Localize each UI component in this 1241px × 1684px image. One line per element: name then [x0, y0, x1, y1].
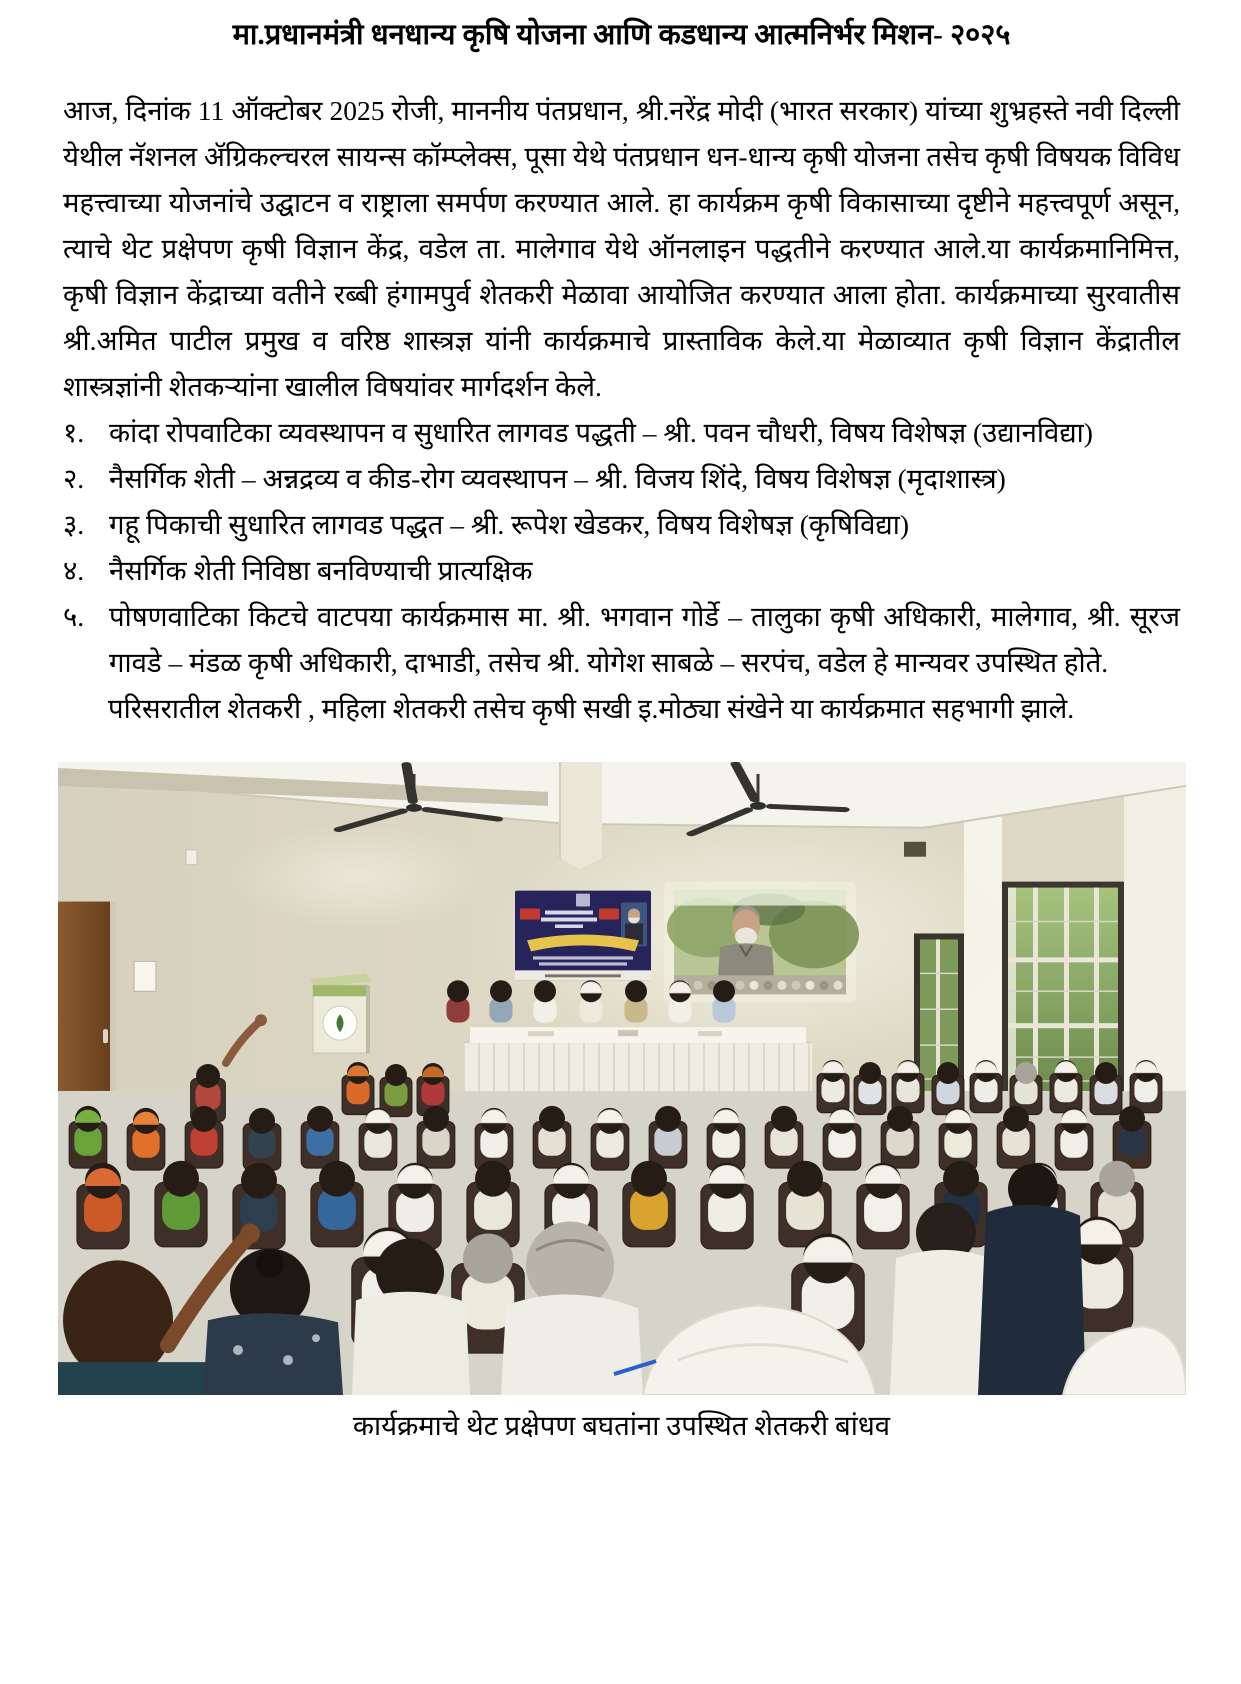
list-item-text: कांदा रोपवाटिका व्यवस्थापन व सुधारित लागवड पद्धती – श्री. पवन चौधरी, विषय विशेषज्ञ (उद्यानविद्या)	[109, 417, 1093, 448]
list-item-number: १.	[63, 417, 85, 448]
photo-caption: कार्यक्रमाचे थेट प्रक्षेपण बघतांना उपस्थित शेतकरी बांधव	[352, 1410, 891, 1441]
page-title: मा.प्रधानमंत्री धनधान्य कृषि योजना आणि कडधान्य आत्मनिर्भर मिशन- २०२५	[232, 19, 1011, 51]
list-item	[63, 410, 1180, 456]
head-table	[464, 1027, 812, 1099]
wall-switch	[186, 850, 197, 865]
closing-paragraph: परिसरातील शेतकरी , महिला शेतकरी तसेच कृषी सखी इ.मोठ्या संखेने या कार्यक्रमात सहभागी झाले.	[108, 693, 1075, 724]
list-item-text: गहू पिकाची सुधारित लागवड पद्धत – श्री. रूपेश खेडकर, विषय विशेषज्ञ (कृषिविद्या)	[109, 509, 910, 540]
list-item	[63, 594, 1180, 686]
list-item-text: पोषणवाटिका किटचे वाटपया कार्यक्रमास मा. श्री. भगवान गोर्डे – तालुका कृषी अधिकारी, मालेगाव, श्री. सूरज गावडे – मंडळ कृषी अधिकारी, दाभाडी, तसेच श्री. योगेश साबळे – सरपंच, वडेल हे मान्यवर उपस्थित होते.	[109, 601, 1180, 678]
list-item-number: ३.	[63, 509, 85, 540]
list-item-text: नैसर्गिक शेती निविष्ठा बनविण्याची प्रात्यक्षिक	[109, 555, 533, 586]
intro-paragraph: आज, दिनांक 11 ऑक्टोबर 2025 रोजी, माननीय पंतप्रधान, श्री.नरेंद्र मोदी (भारत सरकार) यांच्या शुभ्रहस्ते नवी दिल्ली येथील नॅशनल ॲग्रिकल्चरल सायन्स कॉम्प्लेक्स, पूसा येथे पंतप्रधान धन-धान्य कृषी योजना तसेच कृषी विषयक विविध महत्त्वाच्या योजनांचे उद्घाटन व राष्ट्राला समर्पण करण्यात आले. हा कार्यक्रम कृषी विकासाच्या दृष्टीने महत्त्वपूर्ण असून, त्याचे थेट प्रक्षेपण कृषी विज्ञान केंद्र, वडेल ता. मालेगाव येथे ऑनलाइन पद्धतीने करण्यात आले.या कार्यक्रमानिमित्त, कृषी विज्ञान केंद्राच्या वतीने रब्बी हंगामपुर्व शेतकरी मेळावा आयोजित करण्यात आला होता. कार्यक्रमाच्या सुरवातीस श्री.अमित पाटील प्रमुख व वरिष्ठ शास्त्रज्ञ यांनी कार्यक्रमाचे प्रास्ताविक केले.या मेळाव्यात कृषी विज्ञान केंद्रातील शास्त्रज्ञांनी शेतकऱ्यांना खालील विषयांवर मार्गदर्शन केले.	[63, 95, 1180, 402]
event-photo	[58, 762, 1186, 1395]
topics-list	[63, 410, 1180, 686]
list-item-text: नैसर्गिक शेती – अन्नद्रव्य व कीड-रोग व्यवस्थापन – श्री. विजय शिंदे, विषय विशेषज्ञ (मृदाशास्त्र)	[109, 463, 1006, 494]
list-item-number: २.	[63, 463, 85, 494]
ceiling-beam-center	[560, 762, 602, 870]
list-item	[63, 548, 1180, 594]
podium	[310, 973, 372, 1053]
event-banner	[515, 891, 651, 981]
projection-screen	[664, 882, 859, 1003]
list-item-number: ४.	[63, 555, 85, 586]
switchboard	[134, 961, 156, 991]
event-photo-illustration	[58, 762, 1186, 1395]
list-item	[63, 456, 1180, 502]
emblem-icon	[576, 894, 590, 907]
list-item	[63, 502, 1180, 548]
wall-vent	[904, 842, 926, 857]
wall-light-patch	[228, 822, 488, 932]
list-item-number: ५.	[63, 601, 85, 632]
